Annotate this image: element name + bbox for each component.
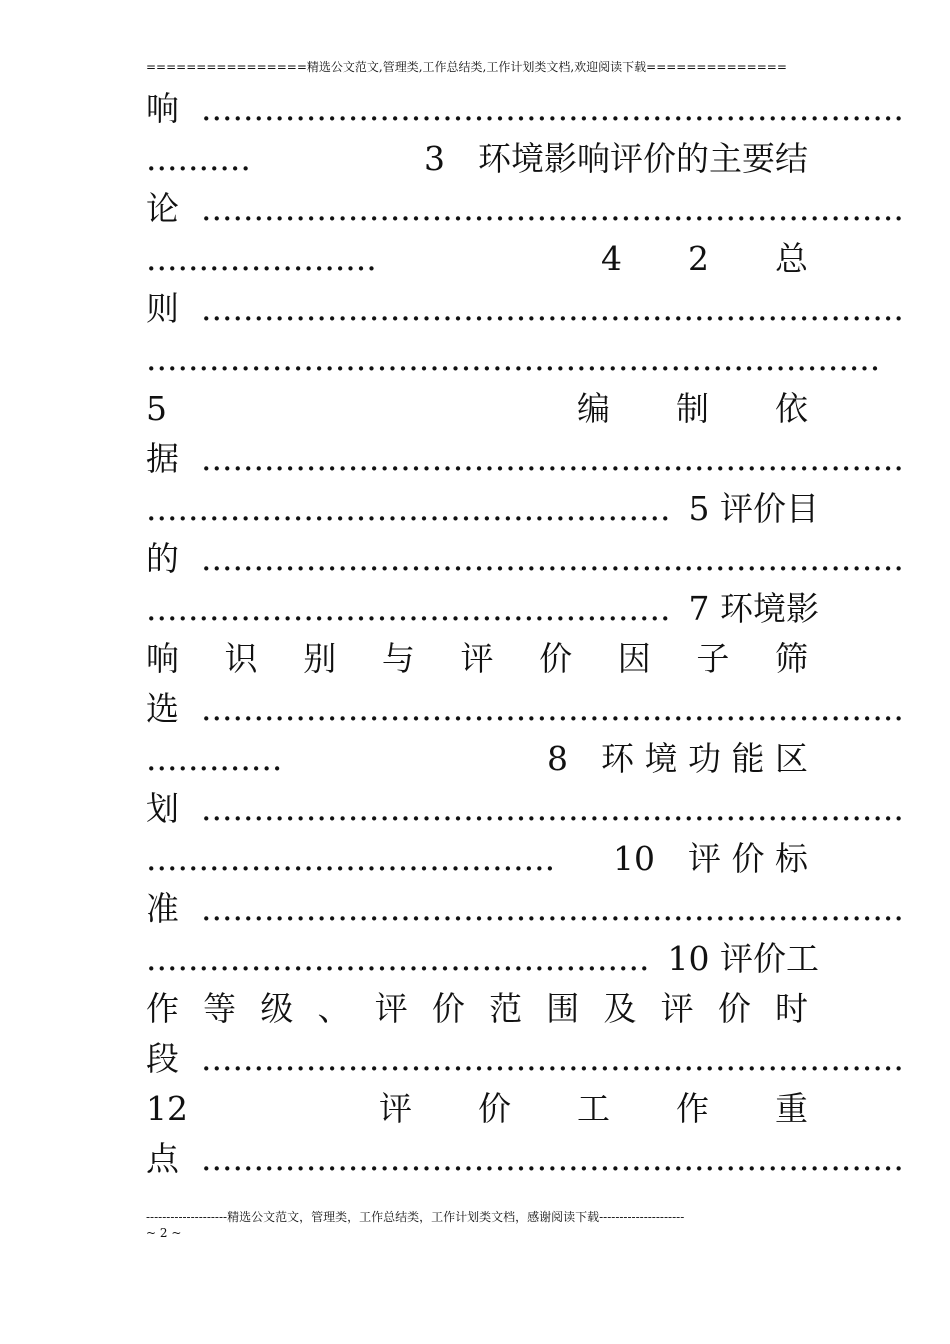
- toc-line-text: 10 评价工: [667, 939, 819, 978]
- toc-line-lead: 响: [146, 89, 179, 128]
- toc-line-text: 7 环境影: [688, 589, 819, 628]
- toc-line-lead: 12: [146, 1089, 188, 1128]
- page-footer: --------------------精选公文范文，管理类，工作总结类，工作计划类文档，感谢阅读下载---------------------: [146, 1210, 685, 1224]
- toc-line-text: 10 评 价 标: [613, 839, 808, 878]
- toc-line: [146, 434, 904, 484]
- toc-line-lead: 则: [146, 289, 179, 328]
- toc-body: [146, 84, 904, 1184]
- toc-line: [146, 684, 904, 734]
- toc-leader-dots: ................................................: [146, 939, 650, 978]
- toc-line-text: 3 环境影响评价的主要结: [424, 139, 808, 178]
- toc-line-text: 4 2 总: [601, 239, 808, 278]
- toc-line-text: 响 识 别 与 评 价 因 子 筛: [146, 639, 808, 678]
- toc-line: [146, 234, 808, 284]
- page-header: ================精选公文范文,管理类,工作总结类,工作计划类文档,欢迎阅读下载==============: [146, 60, 787, 74]
- toc-line: [146, 84, 904, 134]
- toc-line-lead: 准: [146, 889, 179, 928]
- toc-leader-dots: ...................................................................: [201, 789, 904, 828]
- toc-line-lead: 据: [146, 439, 179, 478]
- toc-leader-dots: ...................................................................: [201, 89, 904, 128]
- toc-line: [146, 284, 904, 334]
- page-number: ~ 2 ~: [146, 1226, 182, 1240]
- toc-line-lead: 点: [146, 1139, 179, 1178]
- toc-line: [146, 634, 808, 684]
- toc-line-text: 5 评价目: [688, 489, 819, 528]
- toc-leader-dots: ......................: [146, 239, 377, 278]
- toc-leader-dots: .............: [146, 739, 283, 778]
- toc-leader-dots: ...................................................................: [201, 439, 904, 478]
- toc-line-lead: 划: [146, 789, 179, 828]
- toc-leader-dots: ...................................................................: [201, 889, 904, 928]
- toc-line: [146, 534, 904, 584]
- toc-line: [146, 134, 808, 184]
- toc-line: [146, 484, 819, 534]
- toc-line: [146, 884, 904, 934]
- toc-line: [146, 734, 808, 784]
- toc-leader-dots: ..................................................: [146, 589, 671, 628]
- toc-line-lead: 5: [146, 389, 167, 428]
- toc-line: [146, 184, 904, 234]
- toc-leader-dots: ...................................................................: [201, 1039, 904, 1078]
- toc-line-text: 作 等 级 、 评 价 范 围 及 评 价 时: [146, 989, 808, 1028]
- toc-line: [146, 1034, 904, 1084]
- toc-line: [146, 784, 904, 834]
- toc-leader-dots: ...................................................................: [201, 189, 904, 228]
- toc-leader-dots: ......................................................................: [146, 339, 881, 378]
- toc-line: [146, 1084, 808, 1134]
- toc-line-text: 8 环 境 功 能 区: [547, 739, 808, 778]
- toc-leader-dots: ..........: [146, 139, 251, 178]
- toc-leader-dots: ...................................................................: [201, 689, 904, 728]
- toc-leader-dots: ...................................................................: [201, 539, 904, 578]
- toc-line-lead: 的: [146, 539, 179, 578]
- toc-line: [146, 984, 808, 1034]
- toc-leader-dots: ...................................................................: [201, 289, 904, 328]
- toc-line-lead: 段: [146, 1039, 179, 1078]
- toc-line-text: 编 制 依: [577, 389, 808, 428]
- toc-leader-dots: ..................................................: [146, 489, 671, 528]
- toc-line-lead: 论: [146, 189, 179, 228]
- toc-leader-dots: ...................................................................: [201, 1139, 904, 1178]
- toc-line-text: 评 价 工 作 重: [379, 1089, 808, 1128]
- toc-leader-dots: .......................................: [146, 839, 556, 878]
- toc-line: [146, 584, 819, 634]
- toc-line: [146, 334, 881, 384]
- toc-line-lead: 选: [146, 689, 179, 728]
- toc-line: [146, 934, 819, 984]
- toc-line: [146, 1134, 904, 1184]
- toc-line: [146, 384, 808, 434]
- toc-line: [146, 834, 808, 884]
